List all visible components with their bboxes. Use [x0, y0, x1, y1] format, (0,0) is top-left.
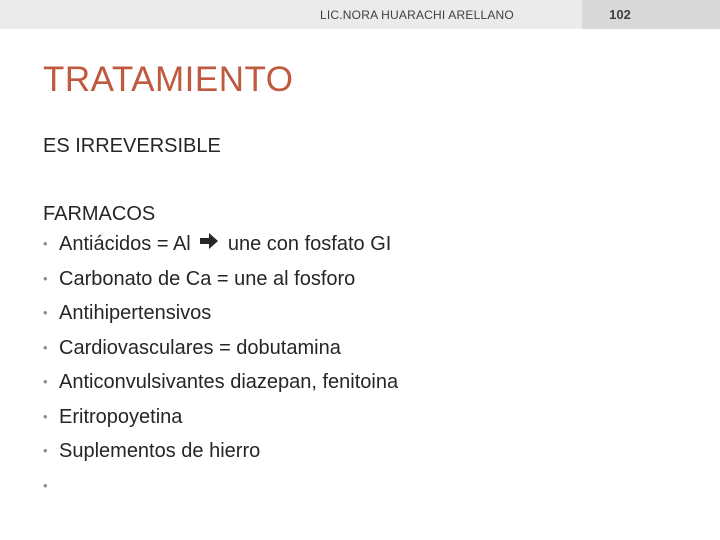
list-item: [43, 400, 398, 435]
body-content: [43, 201, 398, 503]
list-item-text: Cardiovasculares = dobutamina: [59, 336, 341, 359]
slide-title: TRATAMIENTO: [43, 60, 294, 99]
list-item: [43, 331, 398, 366]
list-item-text: Eritropoyetina: [59, 405, 183, 428]
list-item: [43, 365, 398, 400]
list-item: [43, 227, 398, 262]
list-item: [43, 296, 398, 331]
list-item-text-after-arrow: une con fosfato GI: [227, 233, 392, 255]
bullet-icon: •: [43, 236, 48, 251]
list-item-text: Antihipertensivos: [59, 302, 212, 324]
list-item-text: Suplementos de hierro: [59, 440, 261, 462]
list-item: [43, 262, 398, 297]
slide-number: 102: [609, 7, 631, 22]
list-item: [43, 434, 398, 469]
bullet-icon: •: [43, 374, 48, 389]
bullet-list: [43, 227, 398, 503]
footer-text: LIC.NORA HUARACHI ARELLANO: [320, 8, 514, 22]
bullet-icon: •: [43, 270, 48, 286]
bullet-icon: •: [43, 443, 48, 458]
header-band-right: [582, 0, 720, 29]
header-bar: [0, 0, 720, 29]
bullet-icon: •: [43, 339, 48, 355]
list-item-text: Anticonvulsivantes diazepan, fenitoina: [59, 371, 399, 393]
arrow-right-icon: [200, 226, 218, 261]
bullet-icon: •: [43, 477, 48, 493]
list-item-text: Antiácidos = Al: [59, 233, 191, 255]
bullet-icon: •: [43, 305, 48, 320]
bullet-icon: •: [43, 408, 48, 424]
slide-subtitle: ES IRREVERSIBLE: [43, 135, 221, 157]
list-item-text: Carbonato de Ca = une al fosforo: [59, 267, 356, 290]
list-item: [43, 469, 398, 504]
section-heading: FARMACOS: [43, 203, 156, 225]
